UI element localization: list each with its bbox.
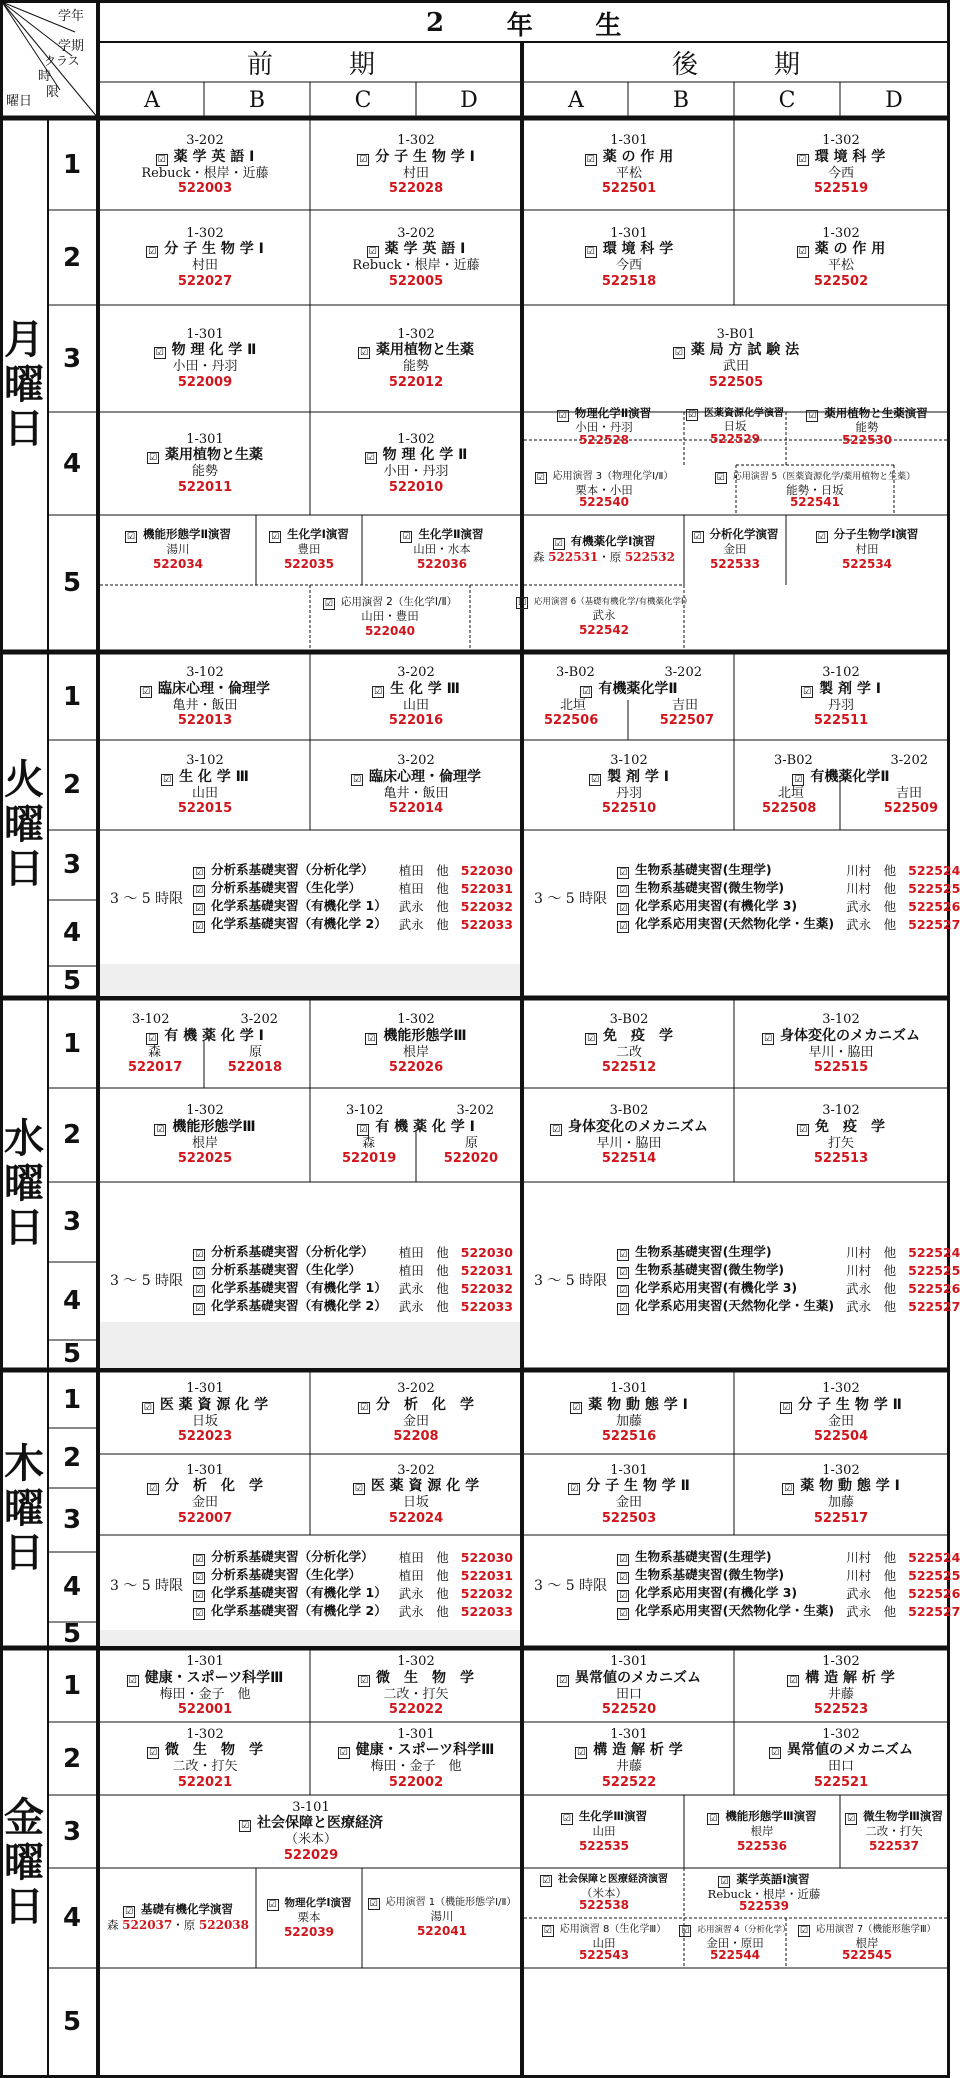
course-cell[interactable]: 1-302 ☑ 分 子 生 物 学 Ⅰ 村田 522028	[359, 133, 475, 197]
course-type-icon: ☑	[163, 774, 172, 785]
course-type-icon: ☑	[359, 1124, 368, 1135]
course-cell[interactable]: 3-102 3-202 ☑ 有 機 薬 化 学 Ⅰ 森 原 522017 522018	[128, 1012, 282, 1076]
course-type-icon: ☑	[354, 1484, 363, 1495]
course-cell[interactable]: ☑ 微生物学Ⅲ演習 二改・打矢 522537	[847, 1808, 943, 1853]
period-number: 2	[62, 1443, 82, 1473]
period-number: 3	[62, 850, 82, 880]
course-type-icon: ☑	[798, 247, 807, 258]
course-cell[interactable]: ☑ 応用演習 7（機能形態学Ⅲ） 根岸 522545	[799, 1923, 937, 1962]
lab-block-first[interactable]: 3 〜 5 時限 ☑ 分析系基礎実習（分析化学） 植田 他 522030 ☑ 分析系基礎実習（生化学） 植田 他 522031 ☑ 化学系基礎実習（有機化学 1） 武永 他 522032 ☑ 化学系基礎実習（有機化学 2） 武永 他 522033	[110, 1549, 513, 1619]
course-cell[interactable]: ☑ 応用演習 5（医薬資源化学/薬用植物と生薬） 能勢・日坂 522541	[716, 471, 916, 509]
day-friday: 金 曜 日	[4, 1793, 44, 1931]
course-type-icon: ☑	[554, 539, 563, 550]
course-cell[interactable]: ☑ 分析化学演習 金田 522533	[693, 527, 779, 572]
course-type-icon: ☑	[536, 472, 545, 483]
course-type-icon: ☑	[763, 1033, 773, 1044]
lab-table: ☑ 分析系基礎実習（分析化学） 植田 他 522030 ☑ 分析系基礎実習（生化学） 植田 他 522031 ☑ 化学系基礎実習（有機化学 1） 武永 他 522032 ☑ 化学系基礎実習（有機化学 2） 武永 他 522033	[195, 862, 513, 932]
course-type-icon: ☑	[586, 247, 595, 258]
course-cell[interactable]: 1-301 ☑ 健康・スポーツ科学Ⅲ 梅田・金子 他 522002	[339, 1726, 495, 1790]
shade-bar	[100, 964, 520, 996]
course-cell[interactable]: 1-302 ☑ 分 子 生 物 学 Ⅰ 村田 522027	[148, 225, 264, 289]
period-number: 5	[62, 1619, 82, 1649]
course-cell[interactable]: 1-302 ☑ 構 造 解 析 学 井藤 522523	[789, 1654, 895, 1718]
corner-period-label-2: 限	[46, 85, 60, 100]
class-d-header: D	[460, 87, 478, 113]
course-type-icon: ☑	[720, 1877, 729, 1888]
day-monday: 月 曜 日	[4, 315, 44, 453]
course-type-icon: ☑	[271, 532, 280, 543]
course-type-icon: ☑	[195, 1555, 204, 1565]
period-number: 4	[62, 918, 82, 948]
course-type-icon: ☑	[195, 886, 204, 896]
course-type-icon: ☑	[572, 1402, 581, 1413]
course-cell[interactable]: 3-102 ☑ 生 化 学 Ⅲ 山田 522015	[163, 753, 249, 817]
class-a-header: A	[144, 87, 160, 113]
course-type-icon: ☑	[195, 868, 204, 878]
grade-title: 2 年 生	[426, 8, 624, 41]
course-type-icon: ☑	[586, 154, 595, 165]
course-cell[interactable]: 1-302 ☑ 微 生 物 学 二改・打矢 522022	[359, 1654, 474, 1718]
course-cell[interactable]: 3-202 ☑ 生 化 学 Ⅲ 山田 522016	[374, 665, 460, 729]
course-cell[interactable]: 3-B02 3-202 ☑ 有機薬化学Ⅱ 北垣 吉田 522506 522507	[544, 665, 714, 729]
course-cell[interactable]: ☑ 薬学英語Ⅰ演習 Rebuck・根岸・近藤 522539	[707, 1872, 821, 1914]
course-cell[interactable]: 1-302 ☑ 物 理 化 学 Ⅱ 小田・丹羽 522010	[366, 431, 468, 495]
course-cell[interactable]: 3-102 3-202 ☑ 有 機 薬 化 学 Ⅰ 森 原 522019 522020	[342, 1103, 498, 1167]
lab-table: ☑ 分析系基礎実習（分析化学） 植田 他 522030 ☑ 分析系基礎実習（生化学） 植田 他 522031 ☑ 化学系基礎実習（有機化学 1） 武永 他 522032 ☑ 化学系基礎実習（有機化学 2） 武永 他 522033	[195, 1549, 513, 1619]
course-type-icon: ☑	[128, 1675, 137, 1686]
course-cell[interactable]: 1-301 ☑ 異常値のメカニズム 田口 522520	[558, 1654, 701, 1718]
course-type-icon: ☑	[681, 1925, 690, 1936]
course-cell[interactable]: 1-301 ☑ 薬用植物と生薬 能勢 522011	[148, 431, 263, 495]
course-type-icon: ☑	[782, 1402, 791, 1413]
period-number: 5	[62, 2007, 82, 2037]
course-cell[interactable]: ☑ 応用演習 6（基礎有機化学/有機薬化学Ⅰ） 武永 522542	[517, 596, 692, 637]
course-type-icon: ☑	[784, 1484, 793, 1495]
course-cell[interactable]: 1-301 ☑ 薬 物 動 態 学 Ⅰ 加藤 522516	[572, 1381, 688, 1445]
course-type-icon: ☑	[195, 1268, 204, 1278]
course-type-icon: ☑	[794, 774, 803, 785]
course-cell[interactable]: ☑ 基礎有機化学演習 森 522037・原 522038	[106, 1902, 250, 1933]
course-type-icon: ☑	[143, 1402, 152, 1413]
day-tuesday: 火 曜 日	[4, 755, 44, 893]
course-type-icon: ☑	[352, 774, 362, 785]
course-cell[interactable]: ☑ 機能形態学Ⅲ演習 根岸 522536	[709, 1808, 817, 1853]
day-thursday: 木 曜 日	[4, 1439, 44, 1577]
period-number: 4	[62, 1286, 82, 1316]
course-type-icon: ☑	[359, 1402, 369, 1413]
course-cell[interactable]: 3-B02 3-202 ☑ 有機薬化学Ⅱ 北垣 吉田 522508 522509	[762, 753, 938, 817]
course-type-icon: ☑	[799, 1925, 808, 1936]
period-number: 2	[62, 770, 82, 800]
corner-day-label: 曜日	[6, 94, 33, 109]
corner-period-label-1: 時	[38, 69, 52, 84]
day-wednesday: 水 曜 日	[4, 1114, 44, 1252]
course-cell[interactable]: 1-302 ☑ 薬用植物と生薬 能勢 522012	[359, 326, 474, 390]
course-cell[interactable]: 3-101 ☑ 社会保障と医療経済 （米本） 522029	[240, 1799, 383, 1863]
course-type-icon: ☑	[619, 1286, 628, 1296]
course-type-icon: ☑	[619, 1573, 628, 1583]
course-cell[interactable]: ☑ 生化学Ⅰ演習 豊田 522035	[271, 527, 349, 572]
course-type-icon: ☑	[558, 411, 567, 422]
course-type-icon: ☑	[570, 1484, 579, 1495]
course-cell[interactable]: 1-302 ☑ 分 子 生 物 学 Ⅱ 金田 522504	[782, 1381, 902, 1445]
course-type-icon: ☑	[619, 922, 628, 932]
course-type-icon: ☑	[619, 868, 628, 878]
course-type-icon: ☑	[195, 1591, 204, 1601]
course-cell[interactable]: 1-301 ☑ 物 理 化 学 Ⅱ 小田・丹羽 522009	[155, 326, 257, 390]
course-cell[interactable]: ☑ 応用演習 2（生化学Ⅰ/Ⅱ） 山田・豊田 522040	[324, 595, 458, 638]
course-type-icon: ☑	[339, 1748, 348, 1759]
course-cell[interactable]: 1-301 ☑ 医 薬 資 源 化 学 日坂 522023	[143, 1381, 269, 1445]
course-cell[interactable]: 1-302 ☑ 薬 の 作 用 平松 522502	[798, 225, 886, 289]
course-type-icon: ☑	[619, 1591, 628, 1601]
period-number: 4	[62, 1572, 82, 1602]
course-type-icon: ☑	[619, 1250, 628, 1260]
course-type-icon: ☑	[582, 686, 591, 697]
lab-block-second[interactable]: 3 〜 5 時限 ☑ 生物系基礎実習(生理学) 川村 他 522524 ☑ 生物系基礎実習(微生物学) 川村 他 522525 ☑ 化学系応用実習(有機化学 3) 武永 他 522526 ☑ 化学系応用実習(天然物化学・生薬) 武永 他 522527	[534, 862, 960, 932]
course-cell[interactable]: 3-202 ☑ 医 薬 資 源 化 学 日坂 522024	[354, 1462, 480, 1526]
course-cell[interactable]: 1-302 ☑ 微 生 物 学 二改・打矢 522021	[148, 1726, 263, 1790]
course-type-icon: ☑	[157, 154, 166, 165]
course-cell[interactable]: 3-102 ☑ 身体変化のメカニズム 早川・脇田 522515	[763, 1012, 920, 1076]
period-number: 4	[62, 448, 82, 479]
course-type-icon: ☑	[770, 1748, 780, 1759]
course-cell[interactable]: 1-301 ☑ 健康・スポーツ科学Ⅲ 梅田・金子 他 522001	[128, 1654, 284, 1718]
course-type-icon: ☑	[369, 1899, 378, 1910]
period-number: 4	[62, 1903, 82, 1933]
course-type-icon: ☑	[148, 247, 157, 258]
course-cell[interactable]: 3-202 ☑ 薬 学 英 語 Ⅰ Rebuck・根岸・近藤 522003	[141, 133, 269, 197]
course-type-icon: ☑	[619, 904, 628, 914]
corner-grade-label: 学年	[58, 9, 85, 24]
course-type-icon: ☑	[268, 1899, 277, 1910]
period-number: 1	[62, 150, 82, 180]
course-type-icon: ☑	[402, 532, 411, 543]
course-cell[interactable]: 3-B02 ☑ 身体変化のメカニズム 早川・脇田 522514	[551, 1103, 708, 1167]
period-number: 5	[62, 966, 82, 996]
course-type-icon: ☑	[716, 472, 725, 483]
course-cell[interactable]: 3-202 ☑ 臨床心理・倫理学 亀井・飯田 522014	[352, 753, 481, 817]
course-type-icon: ☑	[156, 1124, 165, 1135]
course-cell[interactable]: ☑ 薬用植物と生薬演習 能勢 522530	[808, 406, 928, 447]
course-type-icon: ☑	[687, 410, 697, 421]
course-type-icon: ☑	[558, 1675, 568, 1686]
course-cell[interactable]: 3-B02 ☑ 免 疫 学 二改 522512	[586, 1012, 673, 1076]
class-c-header-2: C	[778, 87, 796, 113]
course-cell[interactable]: ☑ 分子生物学Ⅰ演習 村田 522534	[817, 527, 919, 572]
course-type-icon: ☑	[674, 348, 683, 359]
course-type-icon: ☑	[808, 411, 817, 422]
course-cell[interactable]: ☑ 機能形態学Ⅱ演習 湯川 522034	[126, 527, 232, 572]
course-cell[interactable]: ☑ 応用演習 1（機能形態学Ⅰ/Ⅱ） 湯川 522041	[369, 1897, 517, 1939]
period-number: 3	[62, 1816, 82, 1847]
course-cell[interactable]: ☑ 有機薬化学Ⅰ演習 森 522531・原 522532	[532, 534, 676, 565]
course-cell[interactable]: ☑ 物理化学Ⅰ演習 栗本 522039	[268, 1896, 352, 1939]
corner-class-label: クラス	[44, 54, 80, 68]
course-cell[interactable]: ☑ 生化学Ⅲ演習 山田 522535	[562, 1808, 648, 1853]
course-type-icon: ☑	[148, 1033, 157, 1044]
course-type-icon: ☑	[586, 1033, 596, 1044]
course-cell[interactable]: ☑ 応用演習 3（物理化学Ⅰ/Ⅱ） 栗本・小田 522540	[536, 470, 674, 509]
course-type-icon: ☑	[124, 1907, 134, 1918]
period-number: 5	[62, 567, 82, 598]
course-type-icon: ☑	[324, 598, 333, 609]
course-type-icon: ☑	[240, 1821, 250, 1832]
course-type-icon: ☑	[368, 247, 377, 258]
course-cell[interactable]: 3-102 ☑ 臨床心理・倫理学 亀井・飯田 522013	[141, 665, 270, 729]
course-cell[interactable]: ☑ 生化学Ⅱ演習 山田・水本 522036	[402, 527, 484, 572]
course-cell[interactable]: 3-102 ☑ 製 剤 学 Ⅰ 丹羽 522510	[591, 753, 669, 817]
course-type-icon: ☑	[155, 348, 164, 359]
course-type-icon: ☑	[817, 532, 826, 543]
course-type-icon: ☑	[798, 1124, 808, 1135]
course-cell[interactable]: 1-302 ☑ 機能形態学Ⅲ 根岸 522026	[367, 1012, 467, 1076]
course-cell[interactable]: 1-302 ☑ 環 境 科 学 今西 522519	[798, 133, 886, 197]
course-type-icon: ☑	[619, 886, 628, 896]
course-type-icon: ☑	[541, 1875, 551, 1886]
course-type-icon: ☑	[195, 1250, 204, 1260]
course-type-icon: ☑	[543, 1925, 552, 1936]
course-type-icon: ☑	[693, 532, 702, 543]
period-number: 1	[62, 682, 82, 712]
course-type-icon: ☑	[366, 453, 375, 464]
course-type-icon: ☑	[789, 1675, 798, 1686]
period-number: 2	[62, 242, 82, 273]
course-type-icon: ☑	[195, 1573, 204, 1583]
course-cell[interactable]: 1-301 ☑ 分 子 生 物 学 Ⅱ 金田 522503	[570, 1462, 690, 1526]
course-cell[interactable]: 1-302 ☑ 異常値のメカニズム 田口 522521	[770, 1726, 913, 1790]
class-b-header-2: B	[672, 87, 690, 113]
period-number: 3	[62, 1207, 82, 1237]
course-cell[interactable]: ☑ 物理化学Ⅱ演習 小田・丹羽 522528	[558, 406, 652, 447]
lab-block-first[interactable]: 3 〜 5 時限 ☑ 分析系基礎実習（分析化学） 植田 他 522030 ☑ 分析系基礎実習（生化学） 植田 他 522031 ☑ 化学系基礎実習（有機化学 1） 武永 他 522032 ☑ 化学系基礎実習（有機化学 2） 武永 他 522033	[110, 1244, 513, 1314]
course-type-icon: ☑	[359, 154, 368, 165]
course-type-icon: ☑	[798, 154, 807, 165]
period-number: 2	[62, 1743, 82, 1774]
period-number: 2	[62, 1120, 82, 1150]
period-number: 3	[62, 1505, 82, 1535]
lab-table: ☑ 生物系基礎実習(生理学) 川村 他 522524 ☑ 生物系基礎実習(微生物学) 川村 他 522525 ☑ 化学系応用実習(有機化学 3) 武永 他 522526 ☑ 化学系応用実習(天然物化学・生薬) 武永 他 522527	[619, 1549, 960, 1619]
course-type-icon: ☑	[709, 1813, 718, 1824]
course-type-icon: ☑	[148, 1484, 158, 1495]
course-type-icon: ☑	[148, 453, 158, 464]
course-type-icon: ☑	[619, 1268, 628, 1278]
course-type-icon: ☑	[847, 1813, 856, 1824]
course-cell[interactable]: 1-302 ☑ 機能形態学Ⅲ 根岸 522025	[156, 1103, 256, 1167]
course-cell[interactable]: 1-302 ☑ 薬 物 動 態 学 Ⅰ 加藤 522517	[784, 1462, 900, 1526]
course-type-icon: ☑	[591, 774, 600, 785]
lab-block-first[interactable]: 3 〜 5 時限 ☑ 分析系基礎実習（分析化学） 植田 他 522030 ☑ 分析系基礎実習（生化学） 植田 他 522031 ☑ 化学系基礎実習（有機化学 1） 武永 他 522032 ☑ 化学系基礎実習（有機化学 2） 武永 他 522033	[110, 862, 513, 932]
course-cell[interactable]: 1-301 ☑ 分 析 化 学 金田 522007	[148, 1462, 263, 1526]
course-type-icon: ☑	[359, 1675, 369, 1686]
course-type-icon: ☑	[803, 686, 812, 697]
course-type-icon: ☑	[359, 348, 369, 359]
course-cell[interactable]: 1-301 ☑ 構 造 解 析 学 井藤 522522	[577, 1726, 683, 1790]
course-type-icon: ☑	[517, 597, 527, 608]
course-cell[interactable]: 3-B01 ☑ 薬 局 方 試 験 法 武田 522505	[674, 326, 800, 390]
course-type-icon: ☑	[551, 1124, 561, 1135]
period-number: 1	[62, 1671, 82, 1701]
course-cell[interactable]: 3-102 ☑ 免 疫 学 打矢 522513	[798, 1103, 885, 1167]
course-cell[interactable]: ☑ 応用演習 4（分析化学） 金田・原田 522544	[681, 1924, 791, 1962]
course-cell[interactable]: 3-202 ☑ 薬 学 英 語 Ⅰ Rebuck・根岸・近藤 522005	[352, 225, 480, 289]
course-cell[interactable]: 1-301 ☑ 薬 の 作 用 平松 522501	[586, 133, 674, 197]
corner-term-label: 学期	[58, 39, 85, 54]
course-type-icon: ☑	[148, 1748, 158, 1759]
course-cell[interactable]: ☑ 応用演習 8（生化学Ⅲ） 山田 522543	[543, 1923, 667, 1962]
course-type-icon: ☑	[195, 1609, 204, 1619]
course-cell[interactable]: 1-301 ☑ 環 境 科 学 今西 522518	[586, 225, 674, 289]
class-a-header-2: A	[568, 87, 584, 113]
lab-table: ☑ 生物系基礎実習(生理学) 川村 他 522524 ☑ 生物系基礎実習(微生物学) 川村 他 522525 ☑ 化学系応用実習(有機化学 3) 武永 他 522526 ☑ 化学系応用実習(天然物化学・生薬) 武永 他 522527	[619, 862, 960, 932]
course-type-icon: ☑	[619, 1609, 628, 1619]
course-type-icon: ☑	[374, 686, 383, 697]
lab-block-second[interactable]: 3 〜 5 時限 ☑ 生物系基礎実習(生理学) 川村 他 522524 ☑ 生物系基礎実習(微生物学) 川村 他 522525 ☑ 化学系応用実習(有機化学 3) 武永 他 522526 ☑ 化学系応用実習(天然物化学・生薬) 武永 他 522527	[534, 1549, 960, 1619]
course-type-icon: ☑	[367, 1033, 376, 1044]
period-number: 1	[62, 1029, 82, 1059]
class-c-header: C	[354, 87, 372, 113]
course-cell[interactable]: ☑ 医薬資源化学演習 日坂 522529	[687, 408, 784, 446]
course-type-icon: ☑	[619, 1555, 628, 1565]
course-type-icon: ☑	[195, 1286, 204, 1296]
first-term-header: 前 期	[246, 49, 376, 80]
course-type-icon: ☑	[126, 532, 135, 543]
course-type-icon: ☑	[195, 922, 204, 932]
lab-table: ☑ 生物系基礎実習(生理学) 川村 他 522524 ☑ 生物系基礎実習(微生物学) 川村 他 522525 ☑ 化学系応用実習(有機化学 3) 武永 他 522526 ☑ 化学系応用実習(天然物化学・生薬) 武永 他 522527	[619, 1244, 960, 1314]
course-cell[interactable]: ☑ 社会保障と医療経済演習 （米本） 522538	[541, 1873, 668, 1912]
period-number: 5	[62, 1339, 82, 1369]
course-type-icon: ☑	[195, 1304, 204, 1314]
period-number: 1	[62, 1385, 82, 1415]
course-cell[interactable]: 3-202 ☑ 分 析 化 学 金田 52208	[359, 1381, 474, 1445]
course-type-icon: ☑	[577, 1748, 586, 1759]
course-type-icon: ☑	[195, 904, 204, 914]
lab-table: ☑ 分析系基礎実習（分析化学） 植田 他 522030 ☑ 分析系基礎実習（生化学） 植田 他 522031 ☑ 化学系基礎実習（有機化学 1） 武永 他 522032 ☑ 化学系基礎実習（有機化学 2） 武永 他 522033	[195, 1244, 513, 1314]
lab-block-second[interactable]: 3 〜 5 時限 ☑ 生物系基礎実習(生理学) 川村 他 522524 ☑ 生物系基礎実習(微生物学) 川村 他 522525 ☑ 化学系応用実習(有機化学 3) 武永 他 522526 ☑ 化学系応用実習(天然物化学・生薬) 武永 他 522527	[534, 1244, 960, 1314]
class-d-header-2: D	[885, 87, 903, 113]
class-b-header: B	[248, 87, 266, 113]
course-type-icon: ☑	[562, 1813, 571, 1824]
course-type-icon: ☑	[619, 1304, 628, 1314]
second-term-header: 後 期	[671, 49, 801, 80]
course-type-icon: ☑	[141, 686, 151, 697]
course-cell[interactable]: 3-102 ☑ 製 剤 学 Ⅰ 丹羽 522511	[803, 665, 881, 729]
period-number: 3	[62, 343, 82, 374]
